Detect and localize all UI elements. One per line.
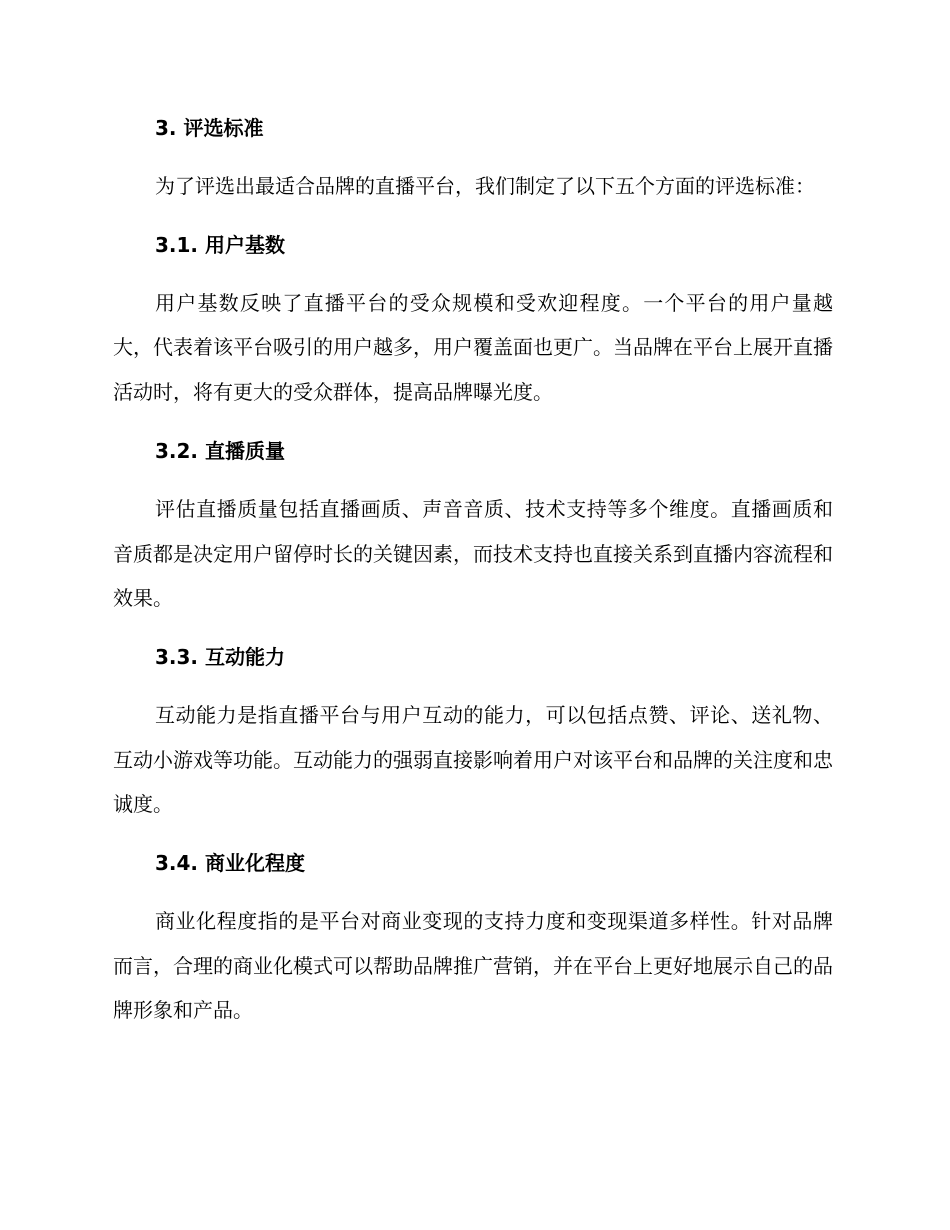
paragraph-interaction: 互动能力是指直播平台与用户互动的能力，可以包括点赞、评论、送礼物、互动小游戏等功能。互动能力的强弱直接影响着用户对该平台和品牌的关注度和忠诚度。 — [113, 702, 833, 817]
subsection-heading-interaction: 3.3. 互动能力 — [155, 644, 285, 669]
paragraph-user-base: 用户基数反映了直播平台的受众规模和受欢迎程度。一个平台的用户量越大，代表着该平台吸引的用户越多，用户覆盖面也更广。当品牌在平台上展开直播活动时，将有更大的受众群体，提高品牌曝光度。 — [113, 290, 833, 405]
subsection-heading-commercialization: 3.4. 商业化程度 — [155, 851, 305, 876]
paragraph-commercialization: 商业化程度指的是平台对商业变现的支持力度和变现渠道多样性。针对品牌而言，合理的商业化模式可以帮助品牌推广营销，并在平台上更好地展示自己的品牌形象和产品。 — [113, 909, 833, 1023]
paragraph-stream-quality: 评估直播质量包括直播画质、声音音质、技术支持等多个维度。直播画质和音质都是决定用户留停时长的关键因素，而技术支持也直接关系到直播内容流程和效果。 — [113, 496, 833, 611]
section-heading: 3. 评选标准 — [155, 116, 264, 140]
subsection-heading-stream-quality: 3.2. 直播质量 — [155, 438, 285, 463]
document-page — [113, 106, 833, 1033]
intro-paragraph: 为了评选出最适合品牌的直播平台，我们制定了以下五个方面的评选标准： — [155, 174, 815, 198]
subsection-heading-user-base: 3.1. 用户基数 — [155, 232, 285, 257]
